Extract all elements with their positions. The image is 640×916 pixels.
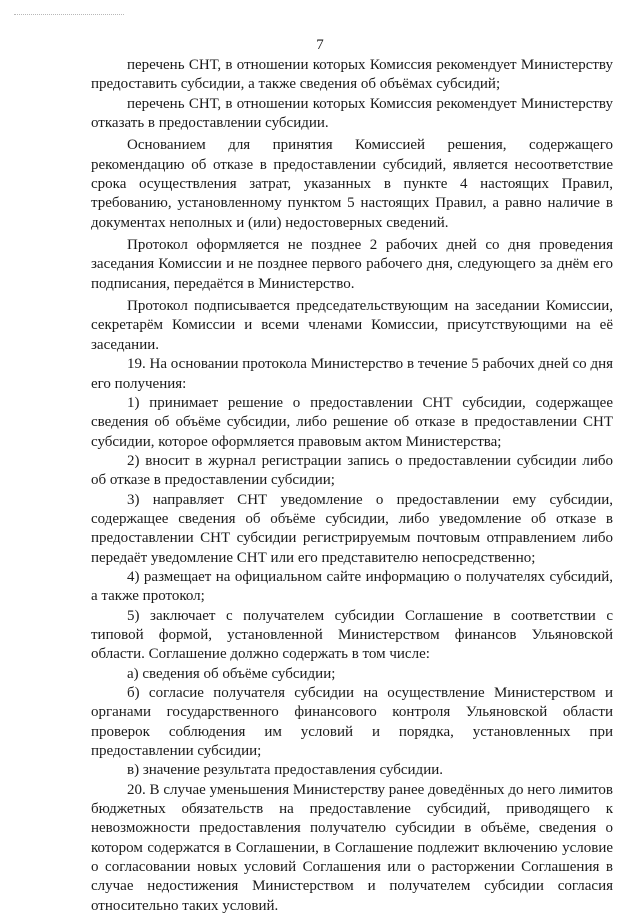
document-body bbox=[91, 56, 613, 916]
paragraph: в) значение результата предоставления субсидии. bbox=[127, 762, 443, 779]
paragraph: Протокол оформляется не позднее 2 рабочих дней со дня проведения заседания Комиссии и не позднее первого рабочего дня, следующего за днём его подписания, передаётся в Министерство. bbox=[91, 237, 613, 292]
paragraph: 19. На основании протокола Министерство в течение 5 рабочих дней со дня его получения: bbox=[91, 356, 613, 392]
page-number: 7 bbox=[316, 37, 324, 53]
paragraph: 5) заключает с получателем субсидии Соглашение в соответствии с типовой формой, установленной Министерством финансов Ульяновской области. Соглашение должно содержать в том числе: bbox=[91, 607, 613, 663]
paragraph: б) согласие получателя субсидии на осуществление Министерством и органами государственного финансового контроля Ульяновской области проверок соблюдения им условий и порядка, установленных при предоставлении субсидии; bbox=[91, 685, 613, 760]
paragraph: 1) принимает решение о предоставлении СНТ субсидии, содержащее сведения об объёме субсидии, либо решение об отказе в предоставлении СНТ субсидии, которое оформляется правовым актом Министерства; bbox=[91, 394, 613, 450]
scan-artifact bbox=[14, 14, 124, 16]
paragraph: 3) направляет СНТ уведомление о предоставлении ему субсидии, содержащее сведения об объёме субсидии, либо уведомление об отказе в предоставлении СНТ субсидии регистрируемым почтовым отправлением либо передаёт уведомление СНТ или его представителю непосредственно; bbox=[91, 491, 613, 566]
paragraph: перечень СНТ, в отношении которых Комиссия рекомендует Министерству предоставить субсидии, а также сведения об объёмах субсидий; bbox=[91, 57, 613, 93]
paragraph: 4) размещает на официальном сайте информацию о получателях субсидий, а также протокол; bbox=[91, 568, 613, 605]
paragraph: 2) вносит в журнал регистрации запись о предоставлении субсидии либо об отказе в предоставлении субсидии; bbox=[91, 452, 613, 489]
paragraph: 20. В случае уменьшения Министерству ранее доведённых до него лимитов бюджетных обязательств на предоставление субсидий, приводящего к невозможности предоставления получателю субсидии в объёме, сведения о котором содержатся в Соглашении, в Соглашение подлежит включению условие о согласовании новых условий Соглашения или о расторжении Соглашения в случае недостижения Министерством и получателем субсидии согласия относительно таких условий. bbox=[91, 781, 613, 914]
paragraph: Основанием для принятия Комиссией решения, содержащего рекомендацию об отказе в предоставлении субсидий, является несоответствие срока осуществления затрат, указанных в пункте 4 настоящих Правил, требованию, установленному пунктом 5 настоящих Правил, а равно наличие в документах неполных и (или) недостоверных сведений. bbox=[91, 137, 613, 231]
paragraph: а) сведения об объёме субсидии; bbox=[127, 665, 336, 682]
paragraph: перечень СНТ, в отношении которых Комиссия рекомендует Министерству отказать в предоставлении субсидии. bbox=[91, 95, 613, 132]
paragraph: Протокол подписывается председательствующим на заседании Комиссии, секретарём Комиссии и всеми членами Комиссии, присутствующими на её заседании. bbox=[91, 298, 613, 353]
